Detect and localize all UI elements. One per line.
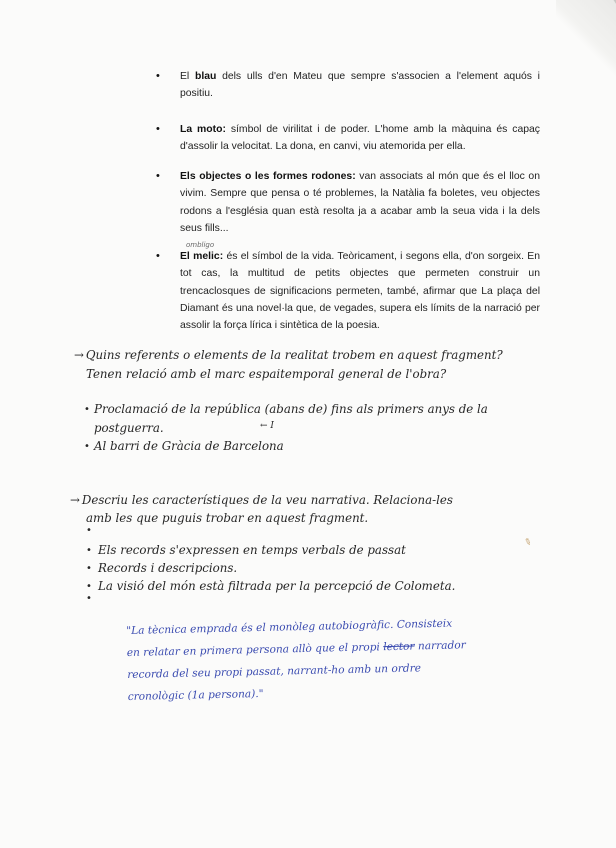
bullet: • [156,250,160,262]
arrow-icon: → [74,348,84,362]
blue-note-line3: recorda del seu propi passat, narrant-ho amb un ordre [127,662,422,681]
typed-item-2-bold: Els objectes o les formes rodones: [180,171,356,182]
typed-item-objectes [156,168,540,237]
melic-note: ombligo [186,241,215,249]
typed-item-3-bold: El melic: [180,251,224,262]
question-2-line1: Descriu les característiques de la veu narrativa. Relaciona-les [81,493,453,507]
typed-item-blau [156,68,540,103]
blue-note [126,610,548,708]
blue-note-line1: "La tècnica emprada és el monòleg autobiogràfic. Consisteix [126,617,453,637]
bullet: • [86,593,92,604]
answer-1-1: Al barri de Gràcia de Barcelona [94,439,284,453]
bullet: • [156,70,160,82]
arrow-icon: → [70,493,80,507]
typed-item-text [180,68,540,103]
answer-1-0: Proclamació de la república (abans de) fins als primers anys de la postguerra. [94,402,488,435]
typed-item-2-text: van associats al món que és el lloc on vivim. Sempre que pensa o té problemes, la Natàlia fa boletes, veu objectes rodons a l'església quan està resolta ja a acabar amb la seua vida i la dels seus fills... [180,171,540,234]
typed-item-1-text: símbol de virilitat i de poder. L'home amb la màquina és capaç d'assolir la velocitat. La dona, en canvi, viu atemorida per ella. [180,124,540,153]
typed-item-melic [156,248,540,334]
answer-2-2: Records i descripcions. [98,561,238,575]
blue-note-line2: en relatar en primera persona allò que el propi lector narrador [126,639,466,659]
typed-item-0-bold: blau [194,71,217,82]
bullet: • [156,170,160,182]
question-1 [74,346,503,365]
ink-smudge: ✎ [522,536,534,549]
typed-item-3-text: és el símbol de la vida. Teòricament, i segons ella, d'on sorgeix. En tot cas, la multitud de petits objectes que permeten construir un trencaclosques de significacions permeten, també, afirmar que La plaça del Diamant és una novel·la que, de vegades, supera els límits de la narració per assolir la força lírica i sintètica de la poesia. [180,251,540,332]
bullet: • [86,545,92,556]
bullet: • [84,404,90,415]
question-2-line2: amb les que puguis trobar en aquest fragment. [86,511,369,525]
answer-2-1: Els records s'expressen en temps verbals de passat [98,543,406,557]
typed-item-moto [156,121,540,156]
typed-item-0-text: El blau dels ulls d'en Mateu que sempre s'associen a l'element aquós i positiu. [180,71,540,100]
bullet: • [86,525,92,536]
blue-note-line4: cronològic (1a persona)." [127,687,264,703]
answer-2-3: La visió del món està filtrada per la percepció de Colometa. [98,579,456,593]
question-2 [70,491,453,510]
typed-item-1-bold: La moto: [180,124,226,135]
bullet: • [86,581,92,592]
question-1-line1: Quins referents o elements de la realitat trobem en aquest fragment? [85,348,503,362]
blue-note-strike: lector [383,640,415,654]
bullet: • [86,563,92,574]
page-corner-fold [556,0,616,80]
bullet: • [84,441,90,452]
answer-1-mark: ← I [260,421,274,431]
question-1-line2: Tenen relació amb el marc espaitemporal general de l'obra? [86,367,447,381]
bullet: • [156,123,160,135]
